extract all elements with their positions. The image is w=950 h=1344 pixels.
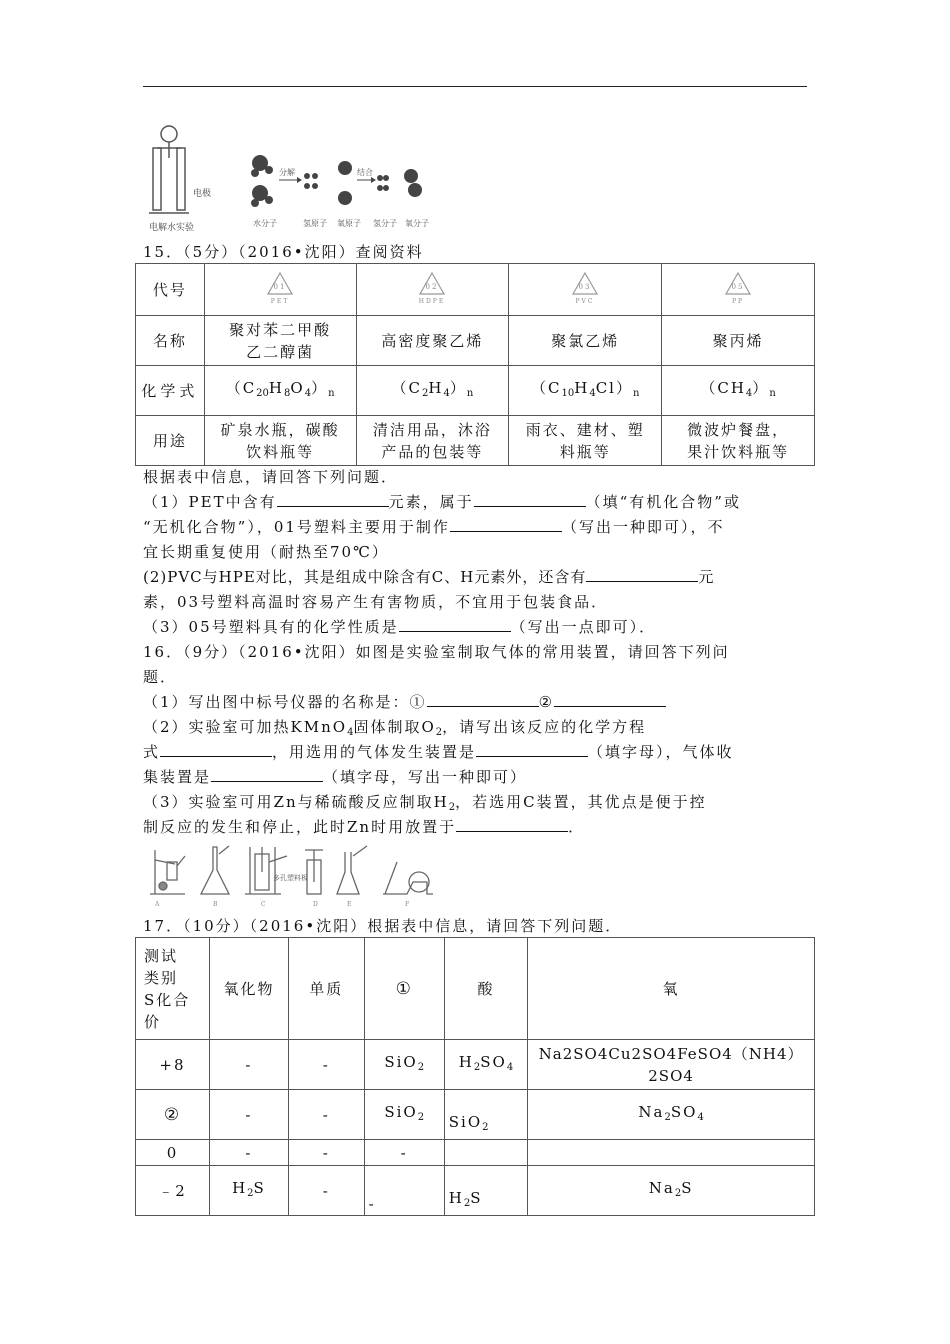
table-row <box>136 316 815 366</box>
letter-a: A <box>155 901 160 908</box>
q16-part1: （1）写出图中标号仪器的名称是：① ② <box>143 691 808 713</box>
q16-part3-line2: 制反应的发生和停止，此时Zn时用放置于 ． <box>143 818 586 836</box>
cell: - <box>288 1140 364 1166</box>
q17-sulfur-table <box>135 937 815 1216</box>
letter-b: B <box>213 901 218 908</box>
cell: - <box>209 1090 288 1140</box>
cell: $Na_2SO_4$ <box>528 1090 815 1140</box>
answer-blank[interactable] <box>474 491 586 507</box>
label-o-atom: 氧原子 <box>337 219 361 228</box>
cell: - <box>209 1040 288 1090</box>
row-label-use: 用途 <box>136 416 205 466</box>
col-oxide: 氧化物 <box>209 938 288 1040</box>
use-pp: 微波炉餐盘， 果汁饮料瓶等 <box>662 416 815 466</box>
row-label-name: 名称 <box>136 316 205 366</box>
svg-text:PP: PP <box>732 297 745 304</box>
row-label: ② <box>136 1090 210 1140</box>
q17-header: 17．（10分）（2016•沈阳）根据表中信息，请回答下列问题． <box>143 917 623 935</box>
row-label: +8 <box>136 1040 210 1090</box>
recycle-code-01 <box>204 264 356 316</box>
table-row <box>136 366 815 416</box>
letter-f: F <box>405 901 410 908</box>
recycle-symbol-icon <box>265 270 295 304</box>
cell: $Na_2S$ <box>528 1166 815 1216</box>
cell: $H_2S$ <box>444 1166 527 1216</box>
svg-text:HDPE: HDPE <box>419 297 446 304</box>
label-h2: 氢分子 <box>373 219 397 228</box>
use-pvc: 雨衣、建材、塑 料瓶等 <box>509 416 662 466</box>
cell: - <box>288 1040 364 1090</box>
electrolysis-figure <box>145 118 445 236</box>
table-row <box>136 938 815 1040</box>
name-pp: 聚丙烯 <box>662 316 815 366</box>
formula-pvc: $(C_{10}H_4Cl)_n$ <box>509 366 662 416</box>
formula-pp: $(CH_4)_n$ <box>662 366 815 416</box>
cell: SiO$_2$ <box>364 1040 444 1090</box>
row-label: ﹣2 <box>136 1166 210 1216</box>
row-label-code: 代号 <box>136 264 205 316</box>
answer-blank[interactable] <box>586 566 698 582</box>
recycle-code-02 <box>356 264 509 316</box>
use-hdpe: 清洁用品，沐浴 产品的包装等 <box>356 416 509 466</box>
q15-part2-line2: 素，03号塑料高温时容易产生有害物质，不宜用于包装食品． <box>143 593 609 611</box>
cell: SiO$_2$ <box>444 1090 527 1140</box>
col-mark1: ① <box>364 938 444 1040</box>
q16-part2-line3: 集装置是 （填字母，写出一种即可） <box>143 768 528 786</box>
table-row <box>136 416 815 466</box>
col-acid: 酸 <box>444 938 527 1040</box>
answer-blank[interactable] <box>211 766 323 782</box>
label-h-atom: 氢原子 <box>303 219 327 228</box>
q15-plastics-table <box>135 263 815 466</box>
row-label: 0 <box>136 1140 210 1166</box>
cell: - <box>364 1166 444 1216</box>
cell: - <box>209 1140 288 1166</box>
answer-blank[interactable] <box>554 691 666 707</box>
recycle-code-03 <box>509 264 662 316</box>
name-pvc: 聚氯乙烯 <box>509 316 662 366</box>
table-row <box>136 264 815 316</box>
recycle-code-05 <box>662 264 815 316</box>
q16-part3-line1: （3）实验室可用Zn与稀硫酸反应制取$H_2$，若选用C装置，其优点是便于控 <box>143 793 707 813</box>
table-row <box>136 1140 815 1166</box>
use-pet: 矿泉水瓶，碳酸 饮料瓶等 <box>204 416 356 466</box>
answer-blank[interactable] <box>476 741 588 757</box>
svg-text:02: 02 <box>425 282 439 291</box>
answer-blank[interactable] <box>277 491 389 507</box>
answer-blank[interactable] <box>456 816 568 832</box>
svg-text:01: 01 <box>273 282 287 291</box>
letter-d: D <box>313 901 318 908</box>
formula-hdpe: $(C_2H_4)_n$ <box>356 366 509 416</box>
recycle-symbol-icon <box>570 270 600 304</box>
q16-header-line1: 16．（9分）（2016•沈阳）如图是实验室制取气体的常用装置，请回答下列问 <box>143 643 730 661</box>
cell: $H_2SO_4$ <box>444 1040 527 1090</box>
cell: - <box>364 1140 444 1166</box>
table-row <box>136 1040 815 1090</box>
svg-text:PVC: PVC <box>575 297 595 304</box>
q15-part1-line1: （1）PET中含有 元素，属于 （填“有机化合物”或 <box>143 493 741 511</box>
answer-blank[interactable] <box>427 691 539 707</box>
cell: - <box>288 1166 364 1216</box>
name-hdpe: 高密度聚乙烯 <box>356 316 509 366</box>
header-rule <box>143 86 807 87</box>
arrow-decompose: 分解 <box>279 168 295 177</box>
svg-text:03: 03 <box>578 282 592 291</box>
answer-blank[interactable] <box>399 616 511 632</box>
label-o2: 氧分子 <box>405 219 429 228</box>
formula-pet: $(C_{20}H_8O_4)_n$ <box>204 366 356 416</box>
electrolysis-caption: 电解水实验 <box>149 223 195 233</box>
answer-blank[interactable] <box>450 516 562 532</box>
cell: Na2SO4Cu2SO4FeSO4（NH4） 2SO4 <box>528 1040 815 1090</box>
corner-header: 测试 类别 S化合 价 <box>136 938 210 1040</box>
q15-part2-line1: (2)PVC与HPE对比，其是组成中除含有C、H元素外，还含有 元 <box>143 568 715 586</box>
q15-header: 15．（5分）（2016•沈阳）查阅资料 <box>143 243 424 261</box>
q16-part2-line2: 式 ，用选用的气体发生装置是 （填字母），气体收 <box>143 743 734 761</box>
q15-intro: 根据表中信息，请回答下列问题． <box>143 468 399 486</box>
col-element: 单质 <box>288 938 364 1040</box>
cell <box>528 1140 815 1166</box>
table-row <box>136 1166 815 1216</box>
electrode-label: 电极 <box>193 189 212 199</box>
svg-text:PET: PET <box>270 297 290 304</box>
porous-plate-label: 多孔塑料板 <box>273 874 308 882</box>
cell: $H_2S$ <box>209 1166 288 1216</box>
q15-part1-line2: “无机化合物”），01号塑料主要用于制作 （写出一种即可），不 <box>143 518 725 536</box>
letter-e: E <box>347 901 352 908</box>
col-oxygen: 氧 <box>528 938 815 1040</box>
table-row <box>136 1090 815 1140</box>
cell <box>444 1140 527 1166</box>
q16-header-line2: 题． <box>143 668 178 686</box>
answer-blank[interactable] <box>160 741 272 757</box>
recycle-symbol-icon <box>417 270 447 304</box>
arrow-combine: 结合 <box>357 168 373 177</box>
svg-text:05: 05 <box>731 282 745 291</box>
cell: SiO$_2$ <box>364 1090 444 1140</box>
recycle-symbol-icon <box>723 270 753 304</box>
q15-part3: （3）05号塑料具有的化学性质是 （写出一点即可）． <box>143 618 657 636</box>
row-label-formula: 化学式 <box>136 366 205 416</box>
letter-c: C <box>261 901 266 908</box>
q16-part2-line1: （2）实验室可加热KMnO$_4$固体制取$O_2$，请写出该反应的化学方程 <box>143 718 647 738</box>
name-pet: 聚对苯二甲酸 乙二醇菌 <box>204 316 356 366</box>
apparatus-figure <box>145 842 435 912</box>
label-water-molecule: 水分子 <box>253 219 277 228</box>
q15-part1-line3: 宜长期重复使用（耐热至70℃） <box>143 543 389 561</box>
cell: - <box>288 1090 364 1140</box>
